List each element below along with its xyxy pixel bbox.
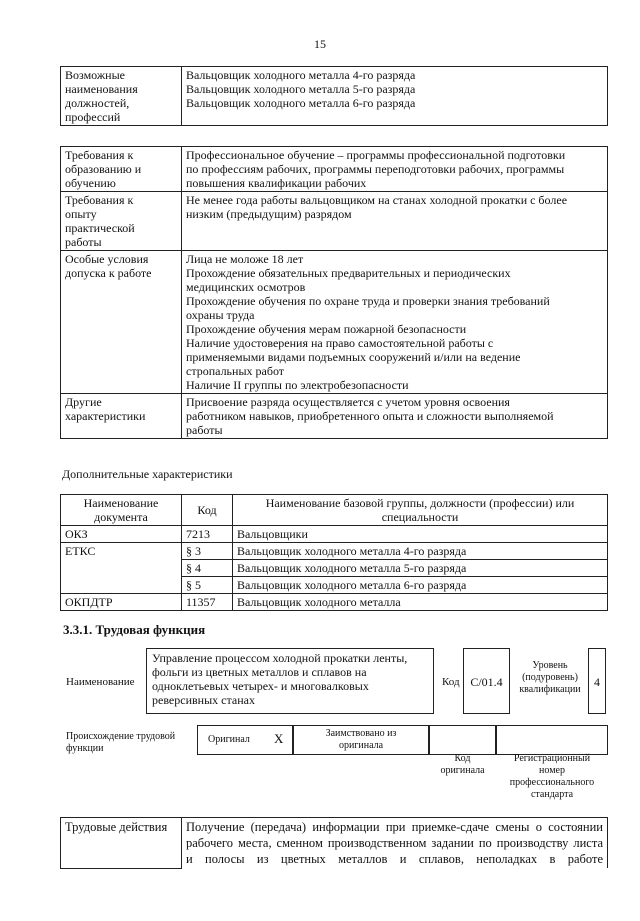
caption-line: оригинала [440, 765, 485, 776]
header-line: документа [94, 510, 148, 524]
actions-table [60, 817, 608, 869]
original-label: Оригинал [208, 734, 250, 745]
caption-line: Регистрационный [513, 753, 591, 764]
row-doc: ЕТКС [61, 543, 182, 594]
header-line: Наименование базовой группы, должности (профессии) или [265, 496, 575, 510]
requirement-row [61, 147, 608, 192]
label-line: работы [65, 235, 102, 249]
code-value: C/01.4 [463, 648, 510, 714]
requirements-table [60, 146, 608, 439]
requirement-label [61, 394, 182, 439]
label-line: образованию и [65, 162, 142, 176]
value-line: повышения квалификации рабочих [186, 176, 367, 190]
name-line: фольги из цветных металлов и сплавов на [152, 665, 367, 679]
function-name-box [146, 648, 434, 714]
reg-number-cell [496, 725, 608, 755]
requirement-row [61, 394, 608, 439]
label-line: Особые условия [65, 252, 149, 266]
original-mark: X [274, 731, 284, 746]
code-original-cell [429, 725, 496, 755]
additional-table [60, 494, 608, 611]
value-line: низким (предыдущим) разрядом [186, 207, 352, 221]
requirement-row [61, 192, 608, 251]
requirement-label [61, 192, 182, 251]
level-label-line: квалификации [519, 684, 581, 695]
additional-caption: Дополнительные характеристики [62, 467, 233, 481]
origin-label-line: Происхождение трудовой [66, 731, 176, 742]
row-code: § 3 [182, 543, 233, 560]
requirement-value [182, 192, 608, 251]
label-line: допуска к работе [65, 266, 152, 280]
reg-number-caption [496, 753, 608, 801]
value-line: Присвоение разряда осуществляется с учетом уровня освоения [186, 395, 510, 409]
header-code: Код [182, 495, 233, 526]
table-row [61, 818, 608, 869]
code-label: Код [442, 676, 460, 688]
position-value: Вальцовщик холодного металла 5-го разряда [186, 82, 416, 96]
requirement-row [61, 251, 608, 394]
value-line: Профессиональное обучение – программы профессиональной подготовки [186, 148, 566, 162]
caption-line: номер [539, 765, 565, 776]
label-line: должностей, [65, 96, 130, 110]
position-value: Вальцовщик холодного металла 6-го разряда [186, 96, 416, 110]
origin-label-line: функции [66, 743, 104, 754]
requirement-value [182, 394, 608, 439]
row-name: Вальцовщик холодного металла [233, 594, 608, 611]
label-line: наименования [65, 82, 138, 96]
header-doc [61, 495, 182, 526]
caption-line: Код [454, 753, 471, 764]
name-line: одноклетьевых четырех- и многовалковых [152, 679, 369, 693]
row-name: Вальцовщик холодного металла 4-го разряда [233, 543, 608, 560]
label-line: практической [65, 221, 135, 235]
row-code: 7213 [182, 526, 233, 543]
level-label [512, 660, 588, 696]
table-row [61, 543, 608, 560]
name-line: реверсивных станах [152, 693, 255, 707]
header-line: специальности [381, 510, 459, 524]
table-row [61, 526, 608, 543]
code-original-caption [429, 753, 496, 777]
value-line: Не менее года работы вальцовщиком на станах холодной прокатки с более [186, 193, 568, 207]
label-line: опыту [65, 207, 97, 221]
level-label-line: Уровень [532, 660, 568, 671]
label-line: Другие [65, 395, 102, 409]
name-label: Наименование [66, 676, 135, 688]
value-line: Прохождение обязательных предварительных и периодических [186, 266, 511, 280]
function-heading: 3.3.1. Трудовая функция [63, 622, 206, 637]
requirement-value [182, 251, 608, 394]
label-line: Возможные [65, 68, 125, 82]
value-line: применяемыми видами подъемных сооружений и/или на ведение [186, 350, 521, 364]
positions-table [60, 66, 608, 126]
page-number: 15 [314, 37, 326, 51]
value-line: по профессиям рабочих, программы переподготовки рабочих, программы [186, 162, 565, 176]
action-line: и полосы из цветных металлов и сплавов, неполадках в работе [186, 852, 603, 866]
actions-label: Трудовые действия [61, 818, 182, 869]
value-line: Наличие II группы по электробезопасности [186, 378, 409, 392]
requirement-label [61, 251, 182, 394]
additional-header-row [61, 495, 608, 526]
row-code: § 5 [182, 577, 233, 594]
value-line: медицинских осмотров [186, 280, 306, 294]
label-line: Требования к [65, 148, 134, 162]
row-code: § 4 [182, 560, 233, 577]
label-line: обучению [65, 176, 116, 190]
name-line: Управление процессом холодной прокатки ленты, [152, 651, 408, 665]
row-name: Вальцовщик холодного металла 6-го разряда [233, 577, 608, 594]
position-value: Вальцовщик холодного металла 4-го разряда [186, 68, 416, 82]
level-value: 4 [588, 648, 606, 714]
value-line: Наличие удостоверения на право самостоятельной работы с [186, 336, 494, 350]
row-name: Вальцовщик холодного металла 5-го разряда [233, 560, 608, 577]
label-line: профессий [65, 110, 121, 124]
positions-label [61, 67, 182, 126]
value-line: Прохождение обучения мерам пожарной безопасности [186, 322, 467, 336]
action-line: Получение (передача) информации при приемке-сдаче смены о состоянии [186, 820, 603, 834]
level-label-line: (подуровень) [522, 672, 578, 683]
label-line: характеристики [65, 409, 146, 423]
row-code: 11357 [182, 594, 233, 611]
caption-line: стандарта [530, 789, 574, 800]
action-line: рабочего места, сменном производственном задании по производству листа [186, 836, 603, 850]
positions-values [182, 67, 608, 126]
table-row [61, 594, 608, 611]
requirement-label [61, 147, 182, 192]
value-line: Лица не моложе 18 лет [186, 252, 304, 266]
header-name [233, 495, 608, 526]
origin-label [66, 731, 175, 755]
actions-value [182, 818, 608, 869]
original-cell [197, 725, 293, 755]
row-doc: ОКЗ [61, 526, 182, 543]
caption-line: профессионального [509, 777, 595, 788]
value-line: стропальных работ [186, 364, 285, 378]
row-name: Вальцовщики [233, 526, 608, 543]
label-line: Требования к [65, 193, 134, 207]
header-line: Наименование [83, 496, 159, 510]
row-doc: ОКПДТР [61, 594, 182, 611]
value-line: работы [186, 423, 223, 437]
borrowed-line: Заимствовано из [325, 728, 397, 739]
borrowed-cell [293, 725, 429, 755]
borrowed-line: оригинала [338, 740, 384, 751]
requirement-value [182, 147, 608, 192]
value-line: охраны труда [186, 308, 255, 322]
value-line: Прохождение обучения по охране труда и проверки знания требований [186, 294, 550, 308]
value-line: работником навыков, приобретенного опыта и сложности выполняемой [186, 409, 554, 423]
